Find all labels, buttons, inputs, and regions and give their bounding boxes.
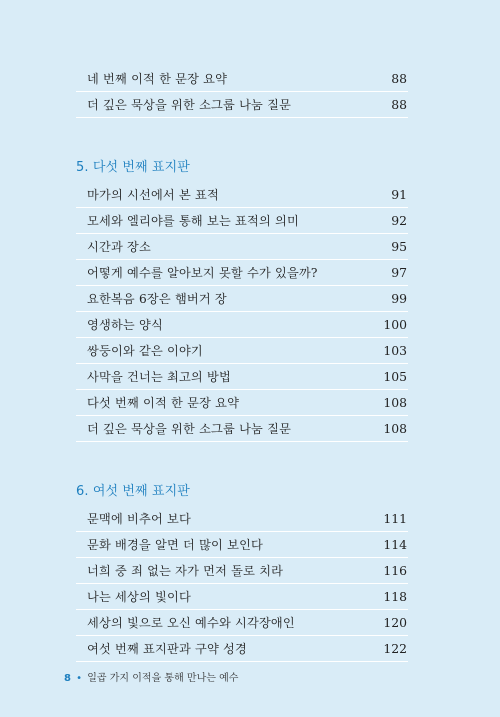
section-spacer — [76, 442, 408, 472]
toc-entry-page: 88 — [391, 71, 407, 86]
footer-separator: • — [76, 673, 83, 684]
toc-entry-title: 쌍둥이와 같은 이야기 — [87, 344, 203, 358]
toc-entry-title: 너희 중 죄 없는 자가 먼저 돌로 치라 — [87, 564, 284, 578]
toc-entry[interactable] — [76, 260, 408, 286]
toc-entry-page: 100 — [383, 317, 407, 332]
toc-entry-page: 122 — [383, 641, 407, 656]
toc-entry[interactable] — [76, 558, 408, 584]
toc-entry[interactable] — [76, 312, 408, 338]
toc-entry-page: 92 — [391, 213, 407, 228]
toc-entry-title: 다섯 번째 이적 한 문장 요약 — [87, 396, 240, 410]
toc-entry-page: 111 — [383, 511, 407, 526]
toc-entry-title: 마가의 시선에서 본 표적 — [87, 188, 219, 202]
footer-page-number: 8 — [64, 673, 71, 684]
toc-entry[interactable] — [76, 92, 408, 118]
toc-entry-title: 요한복음 6장은 햄버거 장 — [87, 292, 227, 306]
toc-entry-page: 95 — [391, 239, 407, 254]
toc-entry-page: 91 — [391, 187, 407, 202]
section-heading-6: 6. 여섯 번째 표지판 — [76, 483, 190, 499]
toc-entry[interactable] — [76, 338, 408, 364]
toc-entry[interactable] — [76, 532, 408, 558]
toc-entry-page: 108 — [383, 395, 407, 410]
toc-entry-title: 문화 배경을 알면 더 많이 보인다 — [87, 538, 264, 552]
toc-entry-title: 어떻게 예수를 알아보지 못할 수가 있을까? — [87, 266, 318, 280]
section-spacer — [76, 118, 408, 148]
toc-entry-page: 99 — [391, 291, 407, 306]
toc-entry-title: 사막을 건너는 최고의 방법 — [87, 370, 231, 384]
toc-entry-page: 97 — [391, 265, 407, 280]
table-of-contents — [76, 66, 408, 662]
toc-entry-title: 모세와 엘리야를 통해 보는 표적의 의미 — [87, 214, 299, 228]
toc-entry-page: 120 — [383, 615, 407, 630]
toc-entry[interactable] — [76, 610, 408, 636]
toc-entry[interactable] — [76, 364, 408, 390]
page-footer — [64, 669, 238, 684]
toc-entry-page: 88 — [391, 97, 407, 112]
toc-entry-page: 118 — [383, 589, 407, 604]
toc-entry[interactable] — [76, 286, 408, 312]
toc-entry[interactable] — [76, 584, 408, 610]
toc-entry-title: 여섯 번째 표지판과 구약 성경 — [87, 642, 247, 656]
toc-entry-page: 108 — [383, 421, 407, 436]
toc-entry-title: 영생하는 양식 — [87, 318, 163, 332]
toc-entry[interactable] — [76, 506, 408, 532]
toc-entry-page: 116 — [383, 563, 407, 578]
toc-entry[interactable] — [76, 208, 408, 234]
toc-entry-title: 시간과 장소 — [87, 240, 151, 254]
toc-entry-title: 나는 세상의 빛이다 — [87, 590, 191, 604]
toc-entry-title: 네 번째 이적 한 문장 요약 — [87, 72, 228, 86]
section-heading-5: 5. 다섯 번째 표지판 — [76, 159, 190, 175]
toc-entry-page: 114 — [383, 537, 407, 552]
toc-entry[interactable] — [76, 416, 408, 442]
toc-entry[interactable] — [76, 234, 408, 260]
toc-entry[interactable] — [76, 182, 408, 208]
toc-entry[interactable] — [76, 636, 408, 662]
toc-entry-title: 더 깊은 묵상을 위한 소그룹 나눔 질문 — [87, 98, 292, 112]
toc-entry-page: 105 — [383, 369, 407, 384]
toc-entry-title: 더 깊은 묵상을 위한 소그룹 나눔 질문 — [87, 422, 292, 436]
toc-entry-title: 세상의 빛으로 오신 예수와 시각장애인 — [87, 616, 295, 630]
toc-entry[interactable] — [76, 66, 408, 92]
toc-entry[interactable] — [76, 390, 408, 416]
toc-entry-page: 103 — [383, 343, 407, 358]
footer-book-title: 일곱 가지 이적을 통해 만나는 예수 — [87, 673, 239, 684]
toc-entry-title: 문맥에 비추어 보다 — [87, 512, 191, 526]
